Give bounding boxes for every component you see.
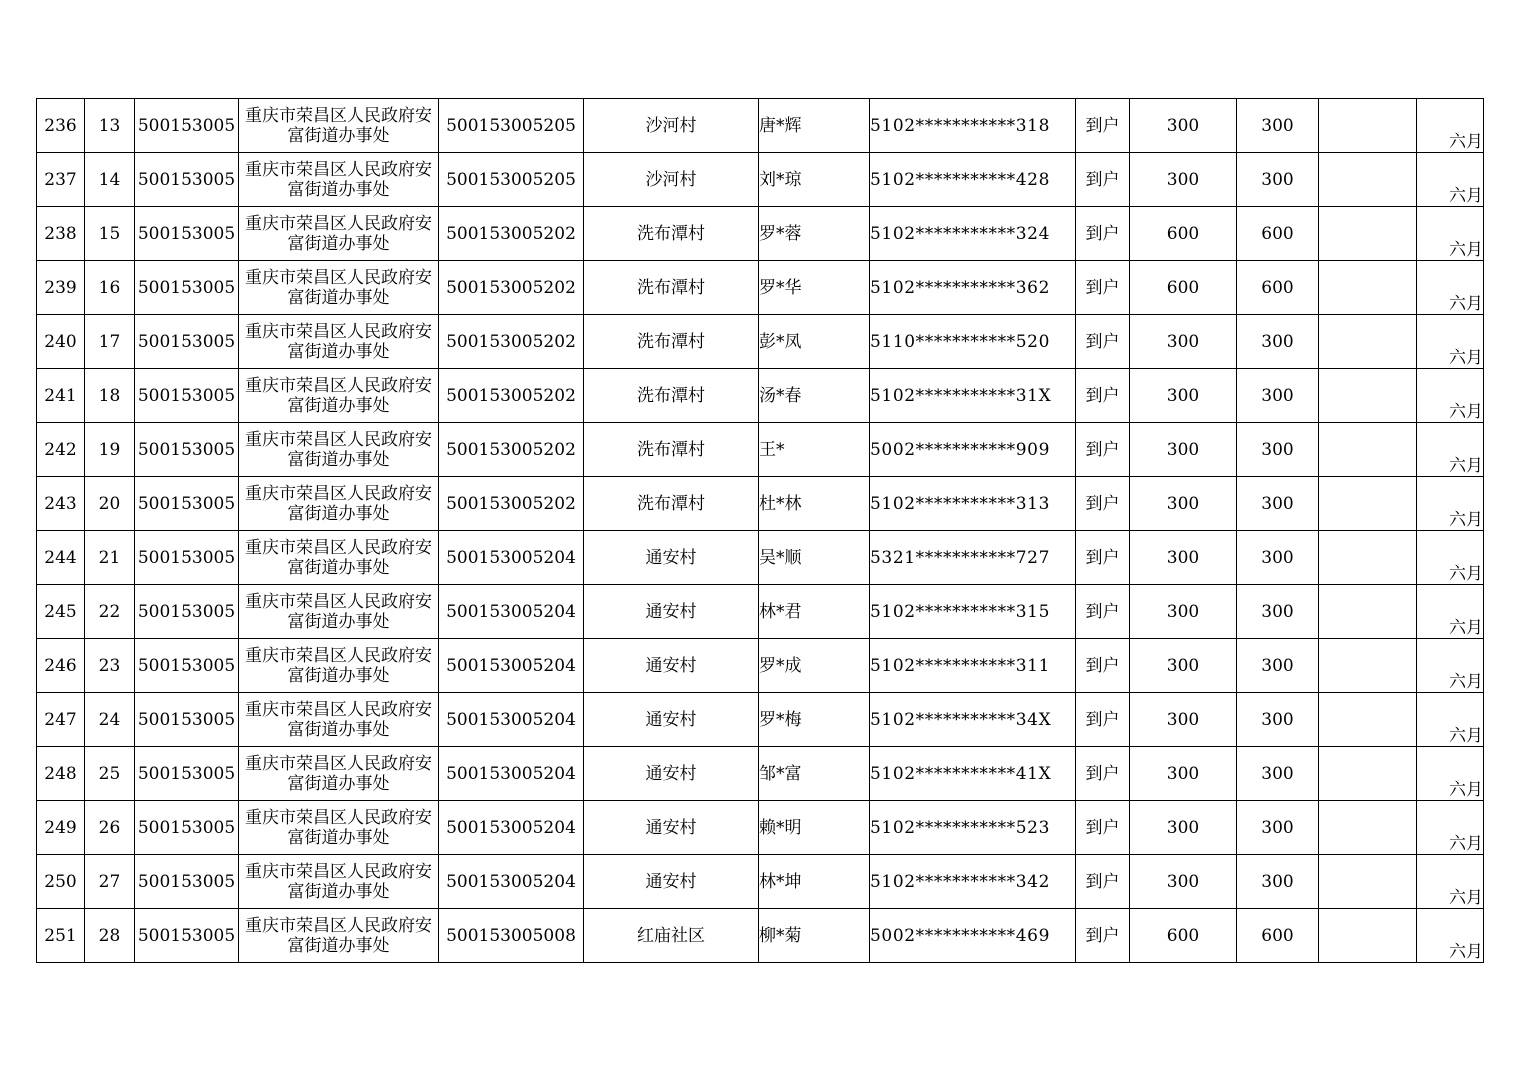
no-cell: 13 — [85, 99, 135, 153]
unit-name-line: 重庆市荣昌区人民政府安 — [245, 807, 432, 828]
village-name-cell: 洗布潭村 — [584, 369, 759, 423]
street-code-cell: 500153005 — [135, 369, 239, 423]
village-code-cell: 500153005202 — [439, 369, 584, 423]
village-code-cell: 500153005204 — [439, 855, 584, 909]
seq-cell: 243 — [37, 477, 85, 531]
amount-cell: 300 — [1130, 801, 1237, 855]
amount-paid-cell: 300 — [1237, 693, 1319, 747]
unit-name-cell — [239, 477, 439, 531]
village-code-cell: 500153005204 — [439, 801, 584, 855]
unit-name-cell — [239, 639, 439, 693]
amount-cell: 300 — [1130, 585, 1237, 639]
village-code-cell: 500153005202 — [439, 477, 584, 531]
unit-name-line: 富街道办事处 — [287, 179, 390, 200]
month-cell: 六月 — [1417, 99, 1484, 153]
unit-name-line: 重庆市荣昌区人民政府安 — [245, 159, 432, 180]
amount-cell: 300 — [1130, 315, 1237, 369]
id-number-cell: 5102***********41X — [870, 747, 1076, 801]
person-name-cell: 罗*蓉 — [759, 207, 870, 261]
person-name-cell: 邹*富 — [759, 747, 870, 801]
unit-name-line: 富街道办事处 — [287, 125, 390, 146]
street-code-cell: 500153005 — [135, 315, 239, 369]
amount-cell: 600 — [1130, 909, 1237, 963]
village-code-cell: 500153005205 — [439, 99, 584, 153]
no-cell: 15 — [85, 207, 135, 261]
month-cell: 六月 — [1417, 747, 1484, 801]
seq-cell: 241 — [37, 369, 85, 423]
unit-name-line: 富街道办事处 — [287, 773, 390, 794]
payment-method-cell: 到户 — [1076, 315, 1130, 369]
village-name-cell: 洗布潭村 — [584, 315, 759, 369]
seq-cell: 238 — [37, 207, 85, 261]
amount-cell: 600 — [1130, 261, 1237, 315]
person-name-cell: 林*君 — [759, 585, 870, 639]
unit-name-line: 富街道办事处 — [287, 503, 390, 524]
unit-name-line: 富街道办事处 — [287, 557, 390, 578]
amount-paid-cell: 300 — [1237, 369, 1319, 423]
village-name-cell: 洗布潭村 — [584, 207, 759, 261]
village-name-cell: 通安村 — [584, 747, 759, 801]
month-cell: 六月 — [1417, 477, 1484, 531]
village-code-cell: 500153005204 — [439, 531, 584, 585]
unit-name-line: 重庆市荣昌区人民政府安 — [245, 591, 432, 612]
unit-name-line: 富街道办事处 — [287, 233, 390, 254]
unit-name-line: 重庆市荣昌区人民政府安 — [245, 699, 432, 720]
unit-name-line: 重庆市荣昌区人民政府安 — [245, 267, 432, 288]
unit-name-cell — [239, 99, 439, 153]
village-code-cell: 500153005205 — [439, 153, 584, 207]
amount-cell: 600 — [1130, 207, 1237, 261]
seq-cell: 240 — [37, 315, 85, 369]
seq-cell: 236 — [37, 99, 85, 153]
seq-cell: 237 — [37, 153, 85, 207]
note-cell — [1319, 477, 1417, 531]
note-cell — [1319, 207, 1417, 261]
person-name-cell: 林*坤 — [759, 855, 870, 909]
amount-paid-cell: 300 — [1237, 423, 1319, 477]
seq-cell: 249 — [37, 801, 85, 855]
person-name-cell: 彭*凤 — [759, 315, 870, 369]
street-code-cell: 500153005 — [135, 423, 239, 477]
street-code-cell: 500153005 — [135, 531, 239, 585]
month-cell: 六月 — [1417, 207, 1484, 261]
table-row — [37, 747, 1484, 801]
village-name-cell: 沙河村 — [584, 99, 759, 153]
no-cell: 28 — [85, 909, 135, 963]
amount-paid-cell: 300 — [1237, 585, 1319, 639]
amount-cell: 300 — [1130, 423, 1237, 477]
seq-cell: 244 — [37, 531, 85, 585]
person-name-cell: 杜*林 — [759, 477, 870, 531]
village-name-cell: 通安村 — [584, 801, 759, 855]
person-name-cell: 汤*春 — [759, 369, 870, 423]
id-number-cell: 5002***********469 — [870, 909, 1076, 963]
unit-name-line: 重庆市荣昌区人民政府安 — [245, 483, 432, 504]
village-code-cell: 500153005202 — [439, 207, 584, 261]
id-number-cell: 5002***********909 — [870, 423, 1076, 477]
month-cell: 六月 — [1417, 909, 1484, 963]
village-name-cell: 红庙社区 — [584, 909, 759, 963]
note-cell — [1319, 909, 1417, 963]
amount-paid-cell: 300 — [1237, 639, 1319, 693]
id-number-cell: 5102***********311 — [870, 639, 1076, 693]
amount-paid-cell: 300 — [1237, 747, 1319, 801]
unit-name-cell — [239, 315, 439, 369]
unit-name-cell — [239, 747, 439, 801]
unit-name-cell — [239, 693, 439, 747]
note-cell — [1319, 423, 1417, 477]
id-number-cell: 5102***********523 — [870, 801, 1076, 855]
payment-method-cell: 到户 — [1076, 261, 1130, 315]
street-code-cell: 500153005 — [135, 639, 239, 693]
no-cell: 23 — [85, 639, 135, 693]
note-cell — [1319, 369, 1417, 423]
seq-cell: 248 — [37, 747, 85, 801]
amount-cell: 300 — [1130, 855, 1237, 909]
amount-cell: 300 — [1130, 531, 1237, 585]
unit-name-line: 富街道办事处 — [287, 449, 390, 470]
seq-cell: 242 — [37, 423, 85, 477]
note-cell — [1319, 639, 1417, 693]
unit-name-line: 重庆市荣昌区人民政府安 — [245, 753, 432, 774]
table-body — [37, 99, 1484, 963]
street-code-cell: 500153005 — [135, 585, 239, 639]
village-code-cell: 500153005204 — [439, 585, 584, 639]
person-name-cell: 罗*成 — [759, 639, 870, 693]
table-row — [37, 261, 1484, 315]
village-name-cell: 通安村 — [584, 531, 759, 585]
table-row — [37, 315, 1484, 369]
amount-paid-cell: 300 — [1237, 801, 1319, 855]
table-row — [37, 693, 1484, 747]
table-row — [37, 639, 1484, 693]
id-number-cell: 5102***********362 — [870, 261, 1076, 315]
unit-name-cell — [239, 369, 439, 423]
table-row — [37, 477, 1484, 531]
unit-name-line: 重庆市荣昌区人民政府安 — [245, 105, 432, 126]
amount-cell: 300 — [1130, 693, 1237, 747]
payment-table — [36, 98, 1484, 963]
person-name-cell: 赖*明 — [759, 801, 870, 855]
payment-method-cell: 到户 — [1076, 423, 1130, 477]
street-code-cell: 500153005 — [135, 693, 239, 747]
unit-name-line: 富街道办事处 — [287, 665, 390, 686]
payment-method-cell: 到户 — [1076, 639, 1130, 693]
no-cell: 21 — [85, 531, 135, 585]
unit-name-line: 富街道办事处 — [287, 287, 390, 308]
amount-cell: 300 — [1130, 477, 1237, 531]
village-code-cell: 500153005202 — [439, 423, 584, 477]
unit-name-line: 重庆市荣昌区人民政府安 — [245, 537, 432, 558]
table-row — [37, 801, 1484, 855]
no-cell: 20 — [85, 477, 135, 531]
amount-cell: 300 — [1130, 639, 1237, 693]
month-cell: 六月 — [1417, 531, 1484, 585]
seq-cell: 239 — [37, 261, 85, 315]
street-code-cell: 500153005 — [135, 855, 239, 909]
note-cell — [1319, 531, 1417, 585]
note-cell — [1319, 747, 1417, 801]
amount-paid-cell: 600 — [1237, 909, 1319, 963]
table-row — [37, 423, 1484, 477]
unit-name-line: 富街道办事处 — [287, 611, 390, 632]
village-name-cell: 通安村 — [584, 693, 759, 747]
id-number-cell: 5102***********428 — [870, 153, 1076, 207]
payment-method-cell: 到户 — [1076, 585, 1130, 639]
amount-paid-cell: 300 — [1237, 531, 1319, 585]
amount-cell: 300 — [1130, 99, 1237, 153]
unit-name-cell — [239, 585, 439, 639]
village-code-cell: 500153005008 — [439, 909, 584, 963]
person-name-cell: 王* — [759, 423, 870, 477]
month-cell: 六月 — [1417, 585, 1484, 639]
no-cell: 19 — [85, 423, 135, 477]
payment-method-cell: 到户 — [1076, 369, 1130, 423]
id-number-cell: 5102***********313 — [870, 477, 1076, 531]
payment-method-cell: 到户 — [1076, 207, 1130, 261]
no-cell: 26 — [85, 801, 135, 855]
no-cell: 16 — [85, 261, 135, 315]
unit-name-line: 富街道办事处 — [287, 935, 390, 956]
month-cell: 六月 — [1417, 153, 1484, 207]
person-name-cell: 吴*顺 — [759, 531, 870, 585]
village-code-cell: 500153005202 — [439, 315, 584, 369]
unit-name-line: 重庆市荣昌区人民政府安 — [245, 213, 432, 234]
person-name-cell: 柳*菊 — [759, 909, 870, 963]
village-name-cell: 通安村 — [584, 585, 759, 639]
unit-name-cell — [239, 261, 439, 315]
no-cell: 22 — [85, 585, 135, 639]
id-number-cell: 5110***********520 — [870, 315, 1076, 369]
table-row — [37, 207, 1484, 261]
unit-name-cell — [239, 423, 439, 477]
payment-method-cell: 到户 — [1076, 801, 1130, 855]
unit-name-cell — [239, 531, 439, 585]
unit-name-cell — [239, 153, 439, 207]
seq-cell: 245 — [37, 585, 85, 639]
note-cell — [1319, 693, 1417, 747]
amount-paid-cell: 300 — [1237, 477, 1319, 531]
no-cell: 25 — [85, 747, 135, 801]
village-name-cell: 沙河村 — [584, 153, 759, 207]
village-code-cell: 500153005204 — [439, 639, 584, 693]
unit-name-line: 富街道办事处 — [287, 827, 390, 848]
id-number-cell: 5102***********318 — [870, 99, 1076, 153]
unit-name-line: 重庆市荣昌区人民政府安 — [245, 645, 432, 666]
unit-name-line: 富街道办事处 — [287, 719, 390, 740]
amount-paid-cell: 300 — [1237, 315, 1319, 369]
unit-name-line: 重庆市荣昌区人民政府安 — [245, 375, 432, 396]
month-cell: 六月 — [1417, 369, 1484, 423]
note-cell — [1319, 585, 1417, 639]
unit-name-line: 富街道办事处 — [287, 395, 390, 416]
village-name-cell: 洗布潭村 — [584, 477, 759, 531]
village-code-cell: 500153005202 — [439, 261, 584, 315]
payment-method-cell: 到户 — [1076, 747, 1130, 801]
no-cell: 14 — [85, 153, 135, 207]
id-number-cell: 5102***********342 — [870, 855, 1076, 909]
street-code-cell: 500153005 — [135, 801, 239, 855]
id-number-cell: 5102***********315 — [870, 585, 1076, 639]
month-cell: 六月 — [1417, 315, 1484, 369]
no-cell: 17 — [85, 315, 135, 369]
amount-paid-cell: 600 — [1237, 261, 1319, 315]
month-cell: 六月 — [1417, 801, 1484, 855]
payment-method-cell: 到户 — [1076, 99, 1130, 153]
table-row — [37, 369, 1484, 423]
unit-name-cell — [239, 207, 439, 261]
id-number-cell: 5102***********34X — [870, 693, 1076, 747]
table-row — [37, 585, 1484, 639]
street-code-cell: 500153005 — [135, 909, 239, 963]
no-cell: 18 — [85, 369, 135, 423]
person-name-cell: 唐*辉 — [759, 99, 870, 153]
note-cell — [1319, 855, 1417, 909]
person-name-cell: 罗*梅 — [759, 693, 870, 747]
note-cell — [1319, 801, 1417, 855]
amount-cell: 300 — [1130, 747, 1237, 801]
table-row — [37, 99, 1484, 153]
no-cell: 27 — [85, 855, 135, 909]
street-code-cell: 500153005 — [135, 153, 239, 207]
month-cell: 六月 — [1417, 639, 1484, 693]
month-cell: 六月 — [1417, 693, 1484, 747]
village-code-cell: 500153005204 — [439, 693, 584, 747]
amount-paid-cell: 300 — [1237, 855, 1319, 909]
unit-name-line: 重庆市荣昌区人民政府安 — [245, 915, 432, 936]
village-name-cell: 洗布潭村 — [584, 261, 759, 315]
payment-method-cell: 到户 — [1076, 909, 1130, 963]
table-row — [37, 531, 1484, 585]
month-cell: 六月 — [1417, 423, 1484, 477]
month-cell: 六月 — [1417, 261, 1484, 315]
street-code-cell: 500153005 — [135, 99, 239, 153]
unit-name-line: 富街道办事处 — [287, 341, 390, 362]
village-name-cell: 通安村 — [584, 855, 759, 909]
unit-name-line: 富街道办事处 — [287, 881, 390, 902]
payment-method-cell: 到户 — [1076, 855, 1130, 909]
street-code-cell: 500153005 — [135, 747, 239, 801]
payment-method-cell: 到户 — [1076, 153, 1130, 207]
street-code-cell: 500153005 — [135, 207, 239, 261]
person-name-cell: 罗*华 — [759, 261, 870, 315]
amount-paid-cell: 300 — [1237, 99, 1319, 153]
month-cell: 六月 — [1417, 855, 1484, 909]
payment-method-cell: 到户 — [1076, 477, 1130, 531]
note-cell — [1319, 99, 1417, 153]
village-name-cell: 洗布潭村 — [584, 423, 759, 477]
unit-name-line: 重庆市荣昌区人民政府安 — [245, 321, 432, 342]
amount-paid-cell: 600 — [1237, 207, 1319, 261]
street-code-cell: 500153005 — [135, 477, 239, 531]
street-code-cell: 500153005 — [135, 261, 239, 315]
seq-cell: 246 — [37, 639, 85, 693]
amount-cell: 300 — [1130, 153, 1237, 207]
note-cell — [1319, 315, 1417, 369]
no-cell: 24 — [85, 693, 135, 747]
id-number-cell: 5321***********727 — [870, 531, 1076, 585]
amount-cell: 300 — [1130, 369, 1237, 423]
village-name-cell: 通安村 — [584, 639, 759, 693]
note-cell — [1319, 153, 1417, 207]
id-number-cell: 5102***********31X — [870, 369, 1076, 423]
seq-cell: 247 — [37, 693, 85, 747]
unit-name-cell — [239, 801, 439, 855]
table-row — [37, 855, 1484, 909]
person-name-cell: 刘*琼 — [759, 153, 870, 207]
amount-paid-cell: 300 — [1237, 153, 1319, 207]
note-cell — [1319, 261, 1417, 315]
payment-method-cell: 到户 — [1076, 693, 1130, 747]
id-number-cell: 5102***********324 — [870, 207, 1076, 261]
seq-cell: 251 — [37, 909, 85, 963]
table-row — [37, 909, 1484, 963]
seq-cell: 250 — [37, 855, 85, 909]
payment-method-cell: 到户 — [1076, 531, 1130, 585]
table-row — [37, 153, 1484, 207]
unit-name-line: 重庆市荣昌区人民政府安 — [245, 429, 432, 450]
unit-name-cell — [239, 855, 439, 909]
unit-name-line: 重庆市荣昌区人民政府安 — [245, 861, 432, 882]
unit-name-cell — [239, 909, 439, 963]
village-code-cell: 500153005204 — [439, 747, 584, 801]
